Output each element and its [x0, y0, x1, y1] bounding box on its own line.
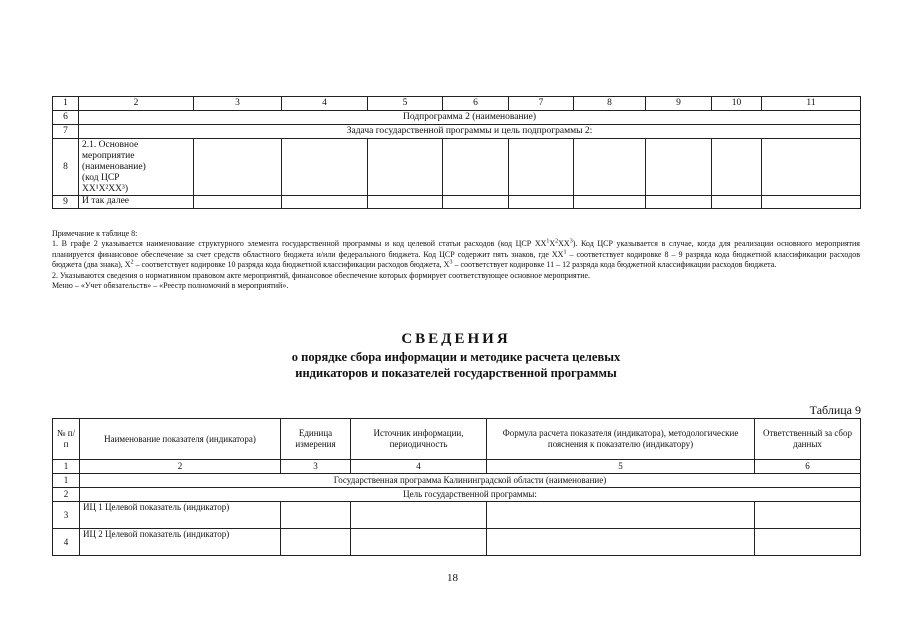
- column-number: 6: [443, 97, 509, 111]
- column-number: 4: [282, 97, 368, 111]
- empty-cell: [443, 196, 509, 209]
- column-number: 2: [80, 460, 281, 474]
- empty-cell: [712, 196, 762, 209]
- header-formula: Формула расчета показателя (индикатора), методологические пояснения к показателю (индикатору): [487, 419, 755, 460]
- empty-cell: [368, 139, 443, 196]
- empty-cell: [574, 139, 646, 196]
- table-row: [53, 529, 861, 556]
- main-activity-cell: [79, 139, 194, 196]
- empty-cell: [282, 196, 368, 209]
- empty-cell: [762, 139, 861, 196]
- row-number: 9: [53, 196, 79, 209]
- table-9-header-row: [53, 419, 861, 460]
- empty-cell: [282, 139, 368, 196]
- row-number: 6: [53, 111, 79, 125]
- column-number: 10: [712, 97, 762, 111]
- header-responsible: Ответственный за сбор данных: [755, 419, 861, 460]
- activity-line: (наименование): [82, 162, 146, 172]
- row-number: 1: [53, 474, 80, 488]
- activity-line: XX¹X²XX³): [82, 184, 129, 194]
- table-8-notes: [52, 229, 860, 291]
- table-row: [53, 502, 861, 529]
- indicator-name: ИЦ 1 Целевой показатель (индикатор): [80, 502, 281, 529]
- empty-cell: [509, 139, 574, 196]
- column-number: 7: [509, 97, 574, 111]
- column-number: 2: [79, 97, 194, 111]
- column-number: 4: [351, 460, 487, 474]
- activity-line: 2.1. Основное: [82, 140, 139, 150]
- empty-cell: [646, 196, 712, 209]
- indicator-name: ИЦ 2 Целевой показатель (индикатор): [80, 529, 281, 556]
- column-number: 6: [755, 460, 861, 474]
- column-number: 11: [762, 97, 861, 111]
- menu-path: Меню – «Учет обязательств» – «Реестр полномочий в мероприятий».: [52, 281, 289, 291]
- notes-title: Примечание к таблице 8:: [52, 229, 138, 238]
- empty-cell: [487, 529, 755, 556]
- empty-cell: [755, 502, 861, 529]
- program-title: Государственная программа Калининградской области (наименование): [80, 474, 861, 488]
- column-number: 5: [368, 97, 443, 111]
- column-number: 8: [574, 97, 646, 111]
- table-9-column-numbers: [53, 460, 861, 474]
- task-title: Задача государственной программы и цель подпрограммы 2:: [79, 125, 861, 139]
- program-goal: Цель государственной программы:: [80, 488, 861, 502]
- table-8: [52, 96, 861, 209]
- empty-cell: [574, 196, 646, 209]
- header-indicator-name: Наименование показателя (индикатора): [80, 419, 281, 460]
- empty-cell: [712, 139, 762, 196]
- empty-cell: [646, 139, 712, 196]
- empty-cell: [487, 502, 755, 529]
- table-row: [53, 488, 861, 502]
- table-row: [53, 474, 861, 488]
- empty-cell: [194, 139, 282, 196]
- page-number: 18: [447, 572, 458, 584]
- empty-cell: [351, 502, 487, 529]
- subtitle-line-2: индикаторов и показателей государственной программы: [295, 366, 617, 380]
- table-row: [53, 111, 861, 125]
- empty-cell: [194, 196, 282, 209]
- column-number: 9: [646, 97, 712, 111]
- activity-line: мероприятие: [82, 151, 135, 161]
- empty-cell: [762, 196, 861, 209]
- table-row: [53, 139, 861, 196]
- empty-cell: [755, 529, 861, 556]
- and-so-on-cell: И так далее: [79, 196, 194, 209]
- note-item-1: 1. В графе 2 указывается наименование структурного элемента государственной программы и код целевой статьи расходов (код ЦСР $XX^1X^2XX^3$). Код ЦСР указывается в случае, когда для реализации основного мероприятия планируется финансовое обеспечение за счет средств областного бюджета и/или федерального бюджета. Код ЦСР содержит пять знаков, где $XX^1$ – соответствует кодировке 8 – 9 разряда кода бюджетной классификации расходов бюджета (два знака), $X^2$ – соответствует кодировке 10 разряда кода бюджетной классификации расходов бюджета, $X^3$ – соответствует кодировке 11 – 12 разряда кода бюджетной классификации расходов бюджета.: [52, 238, 860, 270]
- column-number: 1: [53, 460, 80, 474]
- subtitle-line-1: о порядке сбора информации и методике расчета целевых: [291, 350, 621, 364]
- page-title: СВЕДЕНИЯ: [401, 331, 511, 347]
- section-heading: [52, 329, 860, 381]
- empty-cell: [509, 196, 574, 209]
- empty-cell: [443, 139, 509, 196]
- empty-cell: [281, 529, 351, 556]
- header-number: № п/п: [53, 419, 80, 460]
- row-number: 7: [53, 125, 79, 139]
- header-source: Источник информации, периодичность: [351, 419, 487, 460]
- table-row: [53, 196, 861, 209]
- empty-cell: [281, 502, 351, 529]
- row-number: 3: [53, 502, 80, 529]
- activity-line: (код ЦСР: [82, 173, 120, 183]
- column-number: 5: [487, 460, 755, 474]
- row-number: 2: [53, 488, 80, 502]
- note-item-2: 2. Указываются сведения о нормативном правовом акте мероприятий, финансовое обеспечение которых формирует соответствующее основное мероприятие.: [52, 270, 591, 280]
- subprogram-title: Подпрограмма 2 (наименование): [79, 111, 861, 125]
- table-row: [53, 125, 861, 139]
- row-number: 8: [53, 139, 79, 196]
- table-8-header-row: [53, 97, 861, 111]
- empty-cell: [368, 196, 443, 209]
- column-number: 3: [194, 97, 282, 111]
- row-number: 4: [53, 529, 80, 556]
- header-unit: Единица измерения: [281, 419, 351, 460]
- table-9-label: Таблица 9: [809, 403, 861, 417]
- table-9: [52, 418, 861, 556]
- column-number: 1: [53, 97, 79, 111]
- column-number: 3: [281, 460, 351, 474]
- empty-cell: [351, 529, 487, 556]
